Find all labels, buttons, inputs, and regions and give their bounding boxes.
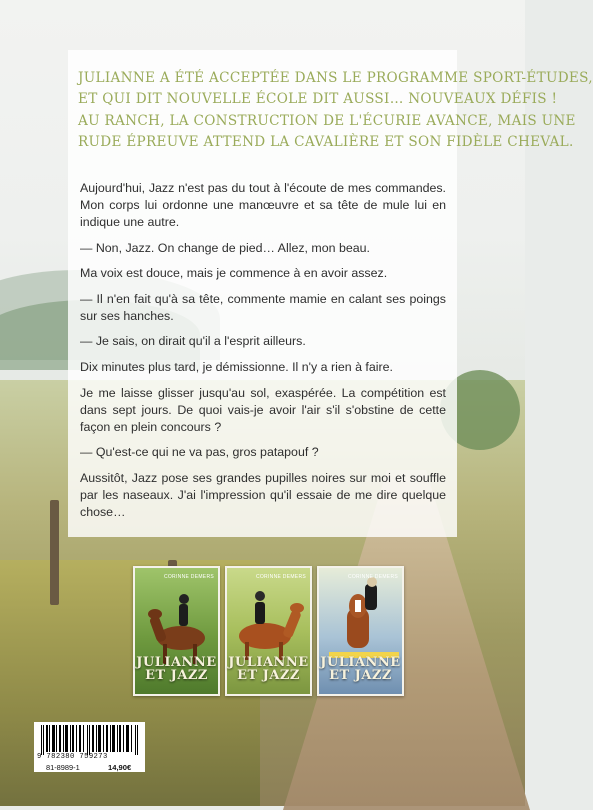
reference-code: 81-8989-1 xyxy=(46,763,80,772)
blurb-line: ET QUI DIT NOUVELLE ÉCOLE DIT AUSSI… NOUVEAUX DÉFIS ! xyxy=(78,91,558,108)
blurb-line: AU RANCH, LA CONSTRUCTION DE L'ÉCURIE AVANCE, MAIS UNE xyxy=(78,112,576,129)
book-title-line: ET JAZZ xyxy=(145,668,208,683)
back-cover-blurb xyxy=(78,68,593,153)
book-title xyxy=(135,656,218,682)
fence-post xyxy=(50,500,59,605)
excerpt-paragraph: — Non, Jazz. On change de pied… Allez, mon beau. xyxy=(80,240,370,255)
horse-rider-illustration xyxy=(143,586,213,666)
barcode xyxy=(41,725,141,755)
horse-rider-illustration xyxy=(231,582,307,662)
blurb-line: RUDE ÉPREUVE ATTEND LA CAVALIÈRE ET SON FIDÈLE CHEVAL. xyxy=(78,133,574,150)
excerpt-paragraph: Aussitôt, Jazz pose ses grandes pupilles noires sur moi et souffle par les naseaux. J'ai l'impression qu'il essaie de me dire quelque chose… xyxy=(80,470,446,519)
book-title-line: ET JAZZ xyxy=(237,668,300,683)
book-cover-2 xyxy=(225,566,312,696)
excerpt-paragraph: Je me laisse glisser jusqu'au sol, exaspérée. La compétition est dans sept jours. De quoi vais-je avoir l'air s'il s'obstine de cette façon en plein concours ? xyxy=(80,385,446,434)
story-excerpt xyxy=(80,180,446,529)
isbn-number: 9 782380 759273 xyxy=(37,753,108,761)
excerpt-paragraph: Ma voix est douce, mais je commence à en avoir assez. xyxy=(80,266,388,281)
excerpt-paragraph: Aujourd'hui, Jazz n'est pas du tout à l'écoute de mes commandes. Mon corps lui ordonne une manœuvre et sa tête de mule lui en indique une autre. xyxy=(80,181,446,229)
book-title-line: JULIANNE xyxy=(320,655,401,670)
book-cover-3 xyxy=(317,566,404,696)
book-author: CORINNE DEMERS xyxy=(163,574,214,580)
book-title-line: JULIANNE xyxy=(228,655,309,670)
book-cover-1 xyxy=(133,566,220,696)
book-title-line: JULIANNE xyxy=(136,655,217,670)
book-author: CORINNE DEMERS xyxy=(347,574,398,580)
price: 14,90€ xyxy=(108,763,132,772)
excerpt-paragraph: — Qu'est-ce qui ne va pas, gros patapouf ? xyxy=(80,445,319,460)
excerpt-paragraph: Dix minutes plus tard, je démissionne. Il n'y a rien à faire. xyxy=(80,359,393,374)
blurb-line: JULIANNE A ÉTÉ ACCEPTÉE DANS LE PROGRAMME SPORT-ÉTUDES, xyxy=(78,70,593,86)
book-title xyxy=(319,656,402,682)
excerpt-paragraph: — Il n'en fait qu'à sa tête, commente mamie en calant ses poings sur ses hanches. xyxy=(80,291,446,323)
book-title-line: ET JAZZ xyxy=(329,668,392,683)
book-author: CORINNE DEMERS xyxy=(255,574,306,580)
book-title xyxy=(227,656,310,682)
excerpt-paragraph: — Je sais, on dirait qu'il a l'esprit ailleurs. xyxy=(80,334,306,349)
